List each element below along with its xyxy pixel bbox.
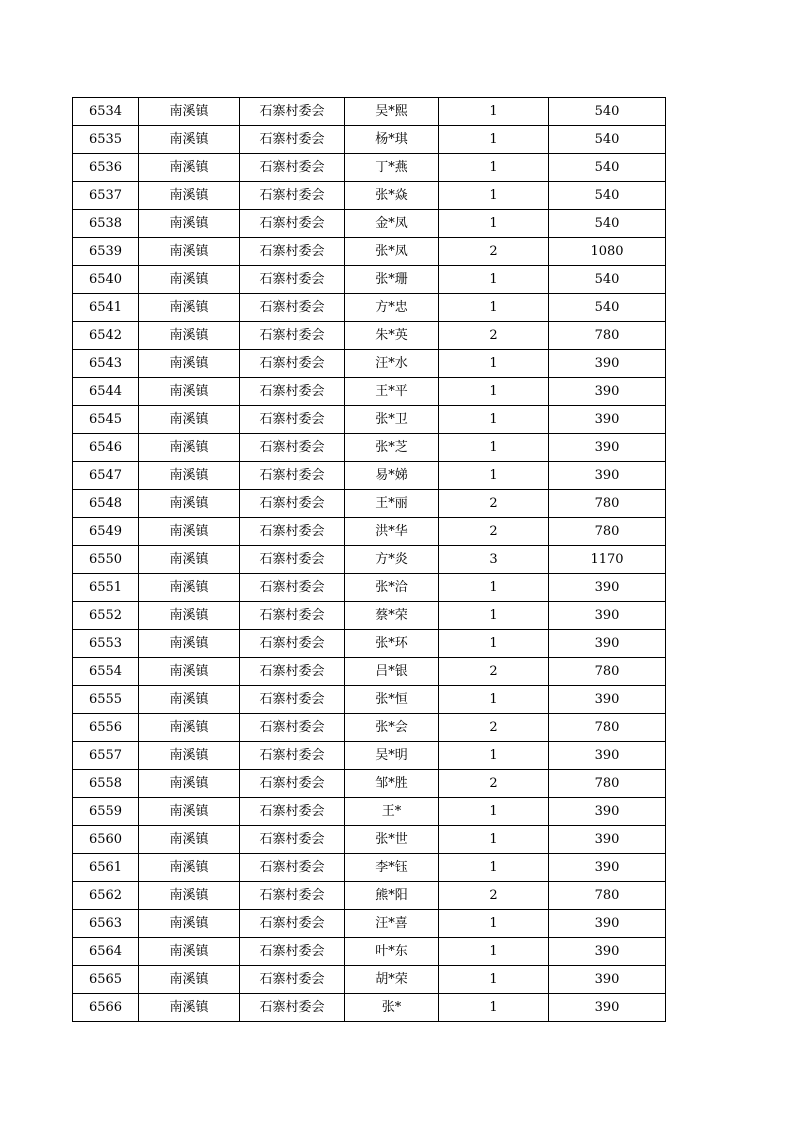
seq-cell: 6536 xyxy=(73,154,139,182)
village-cell: 石寨村委会 xyxy=(240,882,345,910)
seq-cell: 6549 xyxy=(73,518,139,546)
seq-cell: 6545 xyxy=(73,406,139,434)
name-cell: 金*凤 xyxy=(345,210,439,238)
seq-cell: 6559 xyxy=(73,798,139,826)
amount-cell: 390 xyxy=(549,910,666,938)
town-cell: 南溪镇 xyxy=(139,238,240,266)
town-cell: 南溪镇 xyxy=(139,882,240,910)
seq-cell: 6557 xyxy=(73,742,139,770)
town-cell: 南溪镇 xyxy=(139,658,240,686)
table-row xyxy=(73,210,666,238)
count-cell: 1 xyxy=(439,294,549,322)
village-cell: 石寨村委会 xyxy=(240,322,345,350)
table-row xyxy=(73,266,666,294)
village-cell: 石寨村委会 xyxy=(240,210,345,238)
count-cell: 1 xyxy=(439,182,549,210)
seq-cell: 6542 xyxy=(73,322,139,350)
village-cell: 石寨村委会 xyxy=(240,630,345,658)
table-row xyxy=(73,658,666,686)
seq-cell: 6543 xyxy=(73,350,139,378)
amount-cell: 1170 xyxy=(549,546,666,574)
name-cell: 吴*熙 xyxy=(345,98,439,126)
village-cell: 石寨村委会 xyxy=(240,770,345,798)
name-cell: 张*洽 xyxy=(345,574,439,602)
amount-cell: 540 xyxy=(549,294,666,322)
village-cell: 石寨村委会 xyxy=(240,966,345,994)
amount-cell: 780 xyxy=(549,322,666,350)
name-cell: 易*娣 xyxy=(345,462,439,490)
town-cell: 南溪镇 xyxy=(139,322,240,350)
name-cell: 方*忠 xyxy=(345,294,439,322)
seq-cell: 6534 xyxy=(73,98,139,126)
amount-cell: 390 xyxy=(549,406,666,434)
count-cell: 2 xyxy=(439,770,549,798)
table-row xyxy=(73,350,666,378)
amount-cell: 540 xyxy=(549,182,666,210)
village-cell: 石寨村委会 xyxy=(240,98,345,126)
name-cell: 张*环 xyxy=(345,630,439,658)
seq-cell: 6560 xyxy=(73,826,139,854)
village-cell: 石寨村委会 xyxy=(240,854,345,882)
town-cell: 南溪镇 xyxy=(139,798,240,826)
town-cell: 南溪镇 xyxy=(139,602,240,630)
table-row xyxy=(73,378,666,406)
name-cell: 张*凤 xyxy=(345,238,439,266)
name-cell: 李*钰 xyxy=(345,854,439,882)
amount-cell: 540 xyxy=(549,266,666,294)
village-cell: 石寨村委会 xyxy=(240,826,345,854)
roster-table xyxy=(72,97,666,1022)
table-row xyxy=(73,154,666,182)
town-cell: 南溪镇 xyxy=(139,630,240,658)
amount-cell: 780 xyxy=(549,882,666,910)
amount-cell: 390 xyxy=(549,994,666,1022)
seq-cell: 6547 xyxy=(73,462,139,490)
count-cell: 1 xyxy=(439,910,549,938)
count-cell: 1 xyxy=(439,966,549,994)
seq-cell: 6552 xyxy=(73,602,139,630)
count-cell: 1 xyxy=(439,462,549,490)
name-cell: 杨*琪 xyxy=(345,126,439,154)
amount-cell: 1080 xyxy=(549,238,666,266)
count-cell: 1 xyxy=(439,434,549,462)
town-cell: 南溪镇 xyxy=(139,742,240,770)
town-cell: 南溪镇 xyxy=(139,406,240,434)
table-row xyxy=(73,742,666,770)
name-cell: 汪*喜 xyxy=(345,910,439,938)
seq-cell: 6548 xyxy=(73,490,139,518)
count-cell: 1 xyxy=(439,266,549,294)
name-cell: 吴*明 xyxy=(345,742,439,770)
seq-cell: 6546 xyxy=(73,434,139,462)
town-cell: 南溪镇 xyxy=(139,910,240,938)
count-cell: 1 xyxy=(439,994,549,1022)
amount-cell: 390 xyxy=(549,574,666,602)
name-cell: 丁*燕 xyxy=(345,154,439,182)
village-cell: 石寨村委会 xyxy=(240,910,345,938)
seq-cell: 6535 xyxy=(73,126,139,154)
village-cell: 石寨村委会 xyxy=(240,938,345,966)
village-cell: 石寨村委会 xyxy=(240,602,345,630)
village-cell: 石寨村委会 xyxy=(240,154,345,182)
table-row xyxy=(73,798,666,826)
village-cell: 石寨村委会 xyxy=(240,994,345,1022)
table-row xyxy=(73,994,666,1022)
table-row xyxy=(73,490,666,518)
village-cell: 石寨村委会 xyxy=(240,546,345,574)
amount-cell: 390 xyxy=(549,378,666,406)
table-row xyxy=(73,322,666,350)
amount-cell: 540 xyxy=(549,154,666,182)
town-cell: 南溪镇 xyxy=(139,182,240,210)
amount-cell: 390 xyxy=(549,686,666,714)
seq-cell: 6540 xyxy=(73,266,139,294)
name-cell: 张*世 xyxy=(345,826,439,854)
name-cell: 吕*银 xyxy=(345,658,439,686)
amount-cell: 390 xyxy=(549,854,666,882)
town-cell: 南溪镇 xyxy=(139,518,240,546)
seq-cell: 6555 xyxy=(73,686,139,714)
town-cell: 南溪镇 xyxy=(139,350,240,378)
amount-cell: 540 xyxy=(549,98,666,126)
amount-cell: 780 xyxy=(549,658,666,686)
town-cell: 南溪镇 xyxy=(139,154,240,182)
name-cell: 张*会 xyxy=(345,714,439,742)
count-cell: 1 xyxy=(439,742,549,770)
name-cell: 张*珊 xyxy=(345,266,439,294)
count-cell: 3 xyxy=(439,546,549,574)
name-cell: 胡*荣 xyxy=(345,966,439,994)
town-cell: 南溪镇 xyxy=(139,966,240,994)
village-cell: 石寨村委会 xyxy=(240,490,345,518)
table-row xyxy=(73,910,666,938)
table-row xyxy=(73,938,666,966)
count-cell: 1 xyxy=(439,210,549,238)
seq-cell: 6550 xyxy=(73,546,139,574)
count-cell: 1 xyxy=(439,574,549,602)
table-row xyxy=(73,854,666,882)
amount-cell: 390 xyxy=(549,350,666,378)
seq-cell: 6553 xyxy=(73,630,139,658)
town-cell: 南溪镇 xyxy=(139,546,240,574)
amount-cell: 390 xyxy=(549,826,666,854)
name-cell: 叶*东 xyxy=(345,938,439,966)
count-cell: 2 xyxy=(439,714,549,742)
table-row xyxy=(73,406,666,434)
count-cell: 1 xyxy=(439,126,549,154)
amount-cell: 390 xyxy=(549,742,666,770)
village-cell: 石寨村委会 xyxy=(240,350,345,378)
count-cell: 1 xyxy=(439,98,549,126)
count-cell: 1 xyxy=(439,798,549,826)
town-cell: 南溪镇 xyxy=(139,126,240,154)
seq-cell: 6561 xyxy=(73,854,139,882)
name-cell: 邹*胜 xyxy=(345,770,439,798)
table-row xyxy=(73,126,666,154)
seq-cell: 6537 xyxy=(73,182,139,210)
town-cell: 南溪镇 xyxy=(139,378,240,406)
name-cell: 方*炎 xyxy=(345,546,439,574)
seq-cell: 6566 xyxy=(73,994,139,1022)
town-cell: 南溪镇 xyxy=(139,994,240,1022)
name-cell: 张*恒 xyxy=(345,686,439,714)
table-row xyxy=(73,714,666,742)
count-cell: 1 xyxy=(439,350,549,378)
town-cell: 南溪镇 xyxy=(139,770,240,798)
table-row xyxy=(73,630,666,658)
name-cell: 蔡*荣 xyxy=(345,602,439,630)
village-cell: 石寨村委会 xyxy=(240,742,345,770)
roster-table-body xyxy=(73,98,666,1022)
name-cell: 洪*华 xyxy=(345,518,439,546)
town-cell: 南溪镇 xyxy=(139,490,240,518)
count-cell: 1 xyxy=(439,602,549,630)
seq-cell: 6564 xyxy=(73,938,139,966)
amount-cell: 780 xyxy=(549,714,666,742)
village-cell: 石寨村委会 xyxy=(240,434,345,462)
table-row xyxy=(73,98,666,126)
table-row xyxy=(73,770,666,798)
amount-cell: 390 xyxy=(549,434,666,462)
amount-cell: 780 xyxy=(549,770,666,798)
amount-cell: 390 xyxy=(549,630,666,658)
town-cell: 南溪镇 xyxy=(139,210,240,238)
table-row xyxy=(73,546,666,574)
village-cell: 石寨村委会 xyxy=(240,238,345,266)
village-cell: 石寨村委会 xyxy=(240,294,345,322)
name-cell: 王*丽 xyxy=(345,490,439,518)
town-cell: 南溪镇 xyxy=(139,462,240,490)
count-cell: 2 xyxy=(439,238,549,266)
town-cell: 南溪镇 xyxy=(139,854,240,882)
town-cell: 南溪镇 xyxy=(139,434,240,462)
amount-cell: 390 xyxy=(549,798,666,826)
table-row xyxy=(73,686,666,714)
amount-cell: 390 xyxy=(549,938,666,966)
name-cell: 熊*阳 xyxy=(345,882,439,910)
table-row xyxy=(73,602,666,630)
village-cell: 石寨村委会 xyxy=(240,462,345,490)
count-cell: 1 xyxy=(439,938,549,966)
table-row xyxy=(73,182,666,210)
town-cell: 南溪镇 xyxy=(139,826,240,854)
seq-cell: 6558 xyxy=(73,770,139,798)
village-cell: 石寨村委会 xyxy=(240,518,345,546)
table-row xyxy=(73,518,666,546)
count-cell: 2 xyxy=(439,882,549,910)
name-cell: 张*芝 xyxy=(345,434,439,462)
table-row xyxy=(73,826,666,854)
seq-cell: 6554 xyxy=(73,658,139,686)
amount-cell: 540 xyxy=(549,210,666,238)
town-cell: 南溪镇 xyxy=(139,294,240,322)
town-cell: 南溪镇 xyxy=(139,266,240,294)
name-cell: 张* xyxy=(345,994,439,1022)
table-row xyxy=(73,966,666,994)
village-cell: 石寨村委会 xyxy=(240,126,345,154)
count-cell: 1 xyxy=(439,854,549,882)
seq-cell: 6544 xyxy=(73,378,139,406)
name-cell: 王* xyxy=(345,798,439,826)
count-cell: 1 xyxy=(439,826,549,854)
village-cell: 石寨村委会 xyxy=(240,686,345,714)
count-cell: 2 xyxy=(439,658,549,686)
count-cell: 2 xyxy=(439,322,549,350)
count-cell: 1 xyxy=(439,630,549,658)
village-cell: 石寨村委会 xyxy=(240,182,345,210)
seq-cell: 6551 xyxy=(73,574,139,602)
village-cell: 石寨村委会 xyxy=(240,798,345,826)
table-row xyxy=(73,434,666,462)
village-cell: 石寨村委会 xyxy=(240,658,345,686)
name-cell: 王*平 xyxy=(345,378,439,406)
village-cell: 石寨村委会 xyxy=(240,574,345,602)
village-cell: 石寨村委会 xyxy=(240,378,345,406)
amount-cell: 390 xyxy=(549,966,666,994)
count-cell: 2 xyxy=(439,490,549,518)
name-cell: 朱*英 xyxy=(345,322,439,350)
village-cell: 石寨村委会 xyxy=(240,266,345,294)
table-row xyxy=(73,294,666,322)
count-cell: 1 xyxy=(439,686,549,714)
seq-cell: 6538 xyxy=(73,210,139,238)
name-cell: 张*焱 xyxy=(345,182,439,210)
seq-cell: 6541 xyxy=(73,294,139,322)
seq-cell: 6563 xyxy=(73,910,139,938)
village-cell: 石寨村委会 xyxy=(240,406,345,434)
table-row xyxy=(73,238,666,266)
town-cell: 南溪镇 xyxy=(139,714,240,742)
town-cell: 南溪镇 xyxy=(139,938,240,966)
amount-cell: 540 xyxy=(549,126,666,154)
name-cell: 张*卫 xyxy=(345,406,439,434)
amount-cell: 390 xyxy=(549,462,666,490)
amount-cell: 390 xyxy=(549,602,666,630)
table-row xyxy=(73,574,666,602)
table-row xyxy=(73,882,666,910)
amount-cell: 780 xyxy=(549,490,666,518)
count-cell: 1 xyxy=(439,378,549,406)
count-cell: 1 xyxy=(439,406,549,434)
amount-cell: 780 xyxy=(549,518,666,546)
town-cell: 南溪镇 xyxy=(139,574,240,602)
village-cell: 石寨村委会 xyxy=(240,714,345,742)
name-cell: 汪*水 xyxy=(345,350,439,378)
seq-cell: 6565 xyxy=(73,966,139,994)
town-cell: 南溪镇 xyxy=(139,686,240,714)
seq-cell: 6539 xyxy=(73,238,139,266)
count-cell: 2 xyxy=(439,518,549,546)
seq-cell: 6562 xyxy=(73,882,139,910)
table-row xyxy=(73,462,666,490)
count-cell: 1 xyxy=(439,154,549,182)
seq-cell: 6556 xyxy=(73,714,139,742)
town-cell: 南溪镇 xyxy=(139,98,240,126)
